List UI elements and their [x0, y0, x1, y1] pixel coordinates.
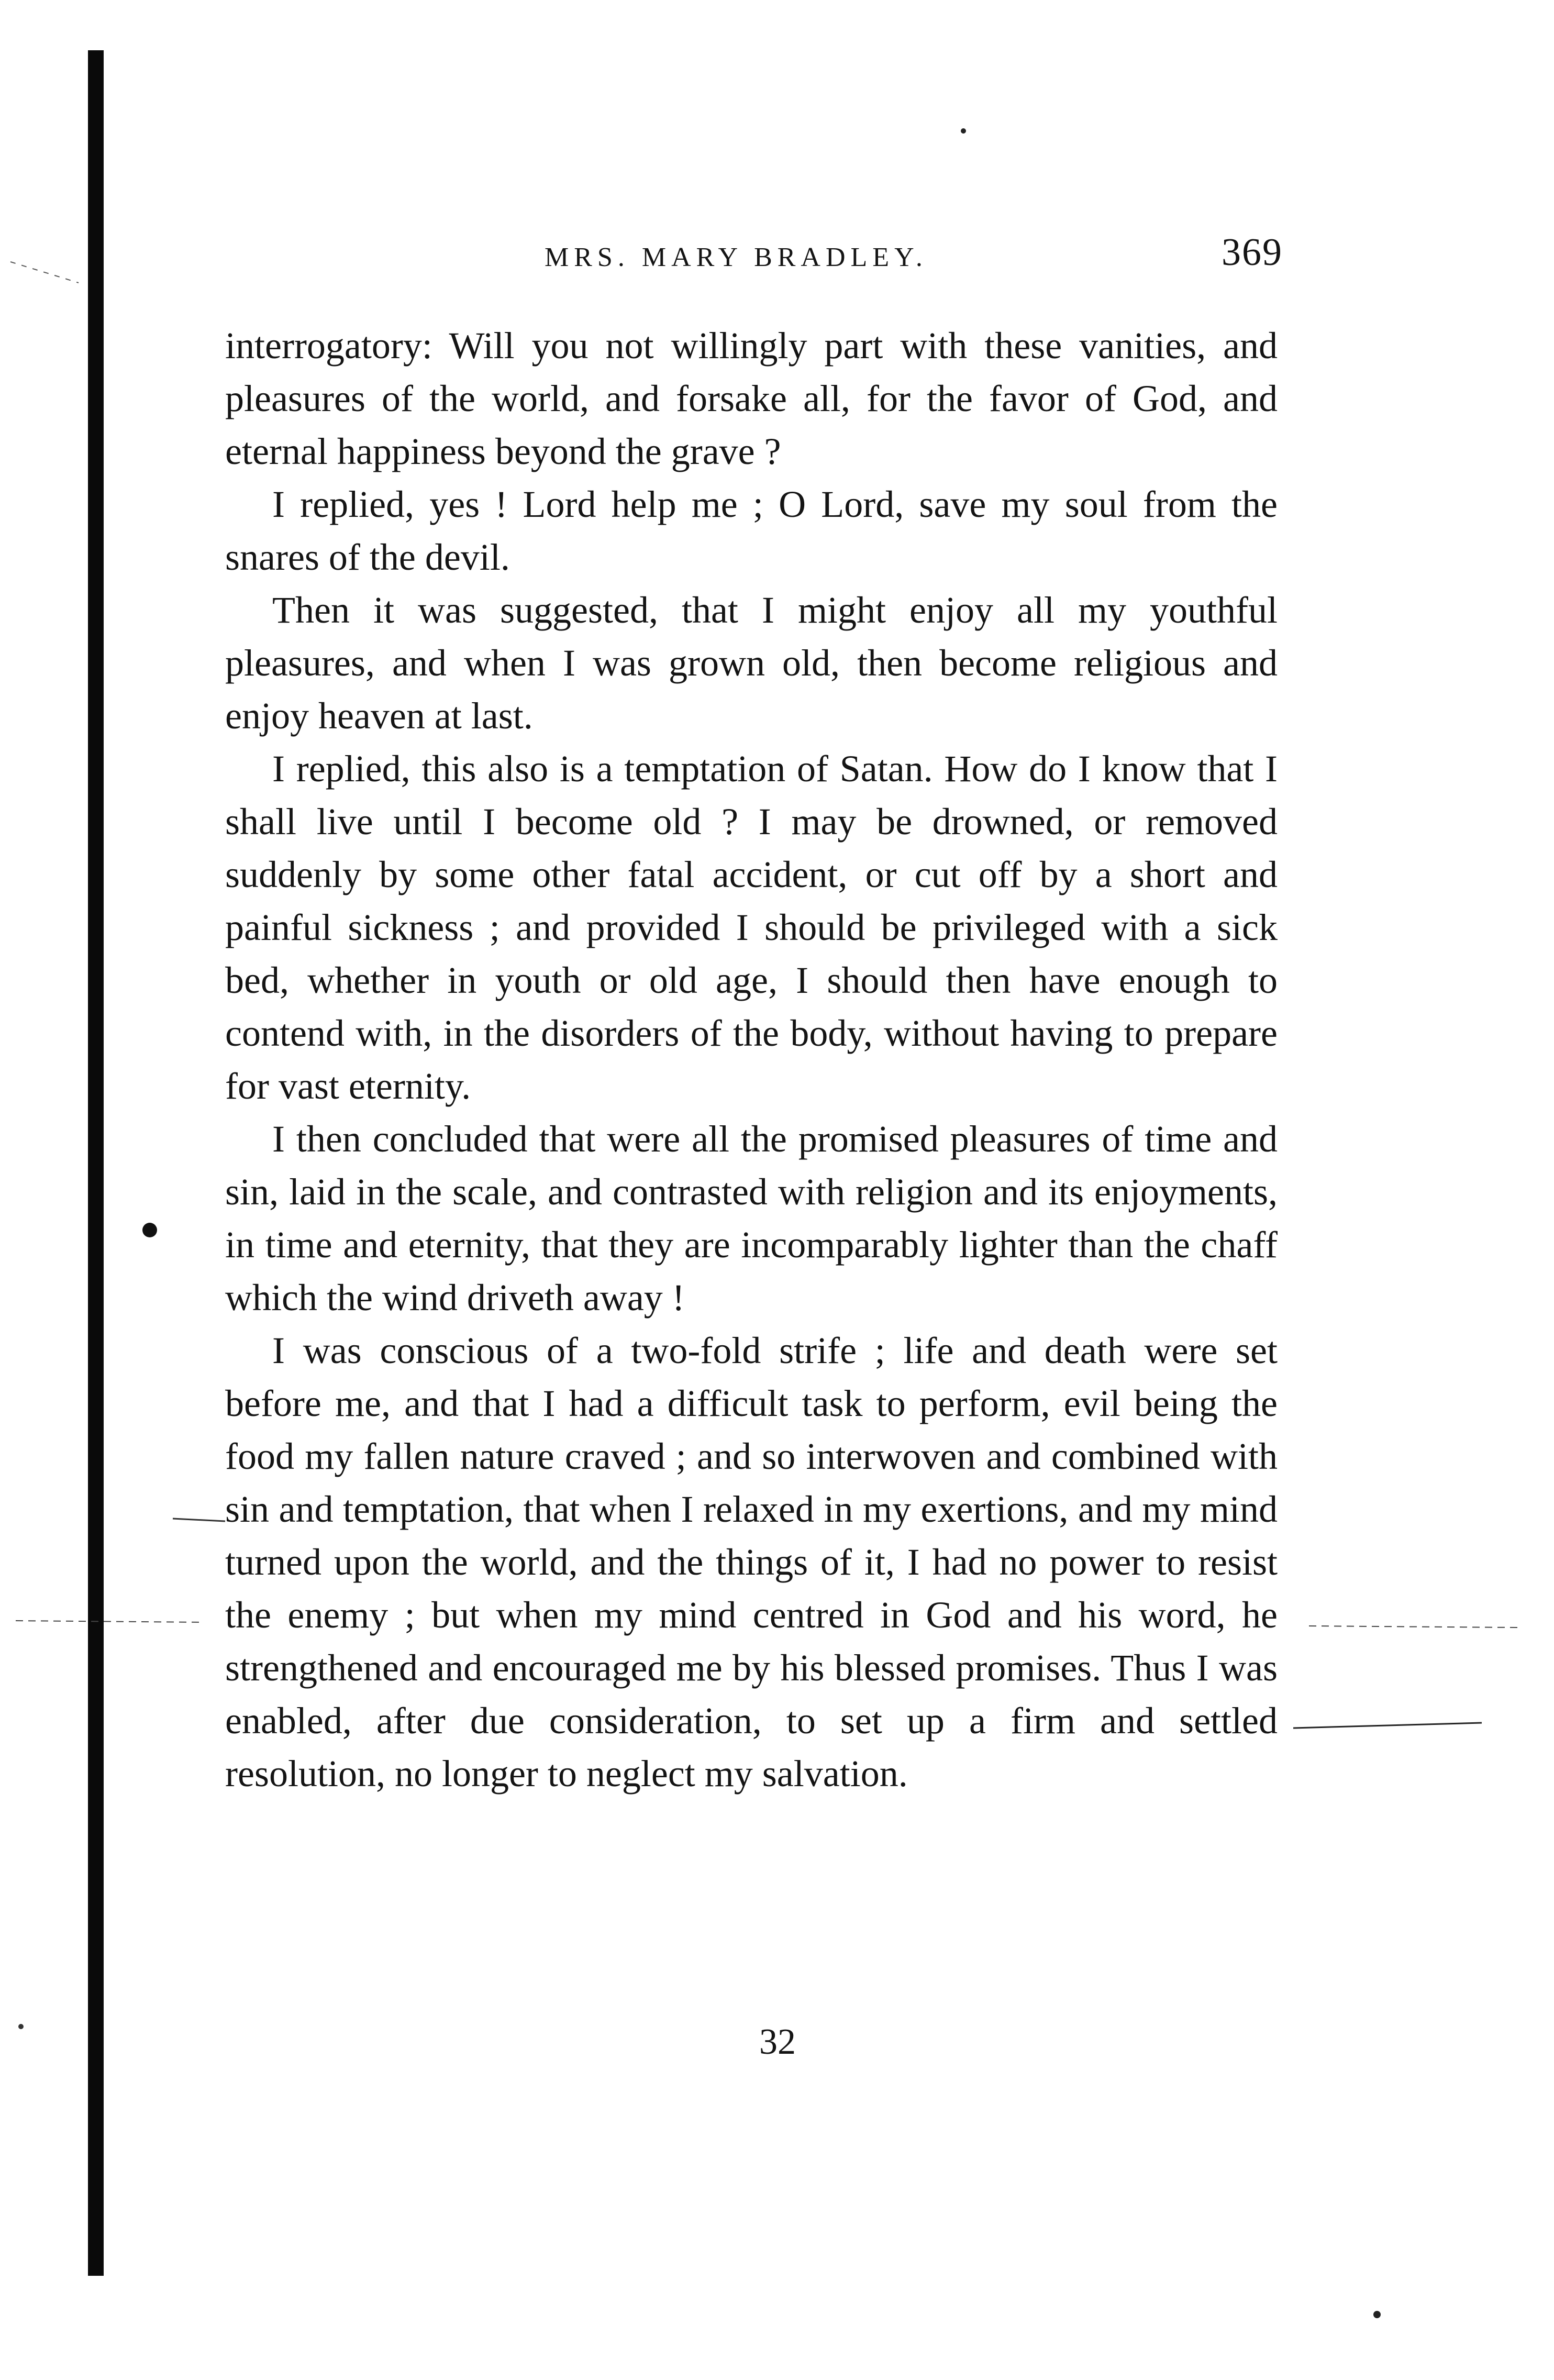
paragraph-4: I replied, this also is a temptation of Satan. How do I know that I shall live until I become old ? I may be drowned, or removed suddenly by some other fatal accident, or cut off by a short and painful sickness ; and provided I should be privileged with a sick bed, whether in youth or old age, I should then have enough to contend with, in the disorders of the body, without having to prepare for vast eternity.: [225, 748, 1278, 1107]
pen-stroke-left: [16, 1621, 204, 1622]
pen-stroke-right-lower: [1309, 1626, 1518, 1628]
paragraph-5: I then concluded that were all the promised pleasures of time and sin, laid in the scale, and contrasted with religion and its enjoyments, in time and eternity, that they are incomparably lighter than the chaff which the wind driveth away !: [225, 1118, 1278, 1319]
speck-top: [961, 128, 966, 134]
pen-stroke-right: [1293, 1723, 1482, 1728]
paragraph-3: Then it was suggested, that I might enjoy all my youthful pleasures, and when I was grown old, then become religious and enjoy heaven at last.: [225, 589, 1278, 737]
paragraph-6: I was conscious of a two-fold strife ; life and death were set before me, and that I had a difficult task to perform, evil being the food my fallen nature craved ; and so interwoven and combined with sin and temptation, that when I relaxed in my exertions, and my mind turned upon the world, and the things of it, I had no power to resist the enemy ; but when my mind centred in God and his word, he strengthened and encouraged me by his blessed promises. Thus I was enabled, after due consideration, to set up a firm and settled resolution, no longer to neglect my salvation.: [225, 1330, 1278, 1795]
speck-left: [18, 2024, 24, 2029]
page-number: 369: [1222, 231, 1283, 274]
running-head: MRS. MARY BRADLEY.: [545, 242, 928, 272]
pen-stroke-margin: [173, 1519, 225, 1521]
speck-bottom-right: [1373, 2311, 1381, 2318]
paragraph-2: I replied, yes ! Lord help me ; O Lord, save my soul from the snares of the devil.: [225, 483, 1278, 578]
pen-stroke-top-left: [10, 262, 79, 283]
paragraph-1: interrogatory: Will you not willingly part with these vanities, and pleasures of the world, and forsake all, for the favor of God, and eternal happiness beyond the grave ?: [225, 325, 1278, 472]
signature-mark: 32: [759, 2022, 796, 2062]
